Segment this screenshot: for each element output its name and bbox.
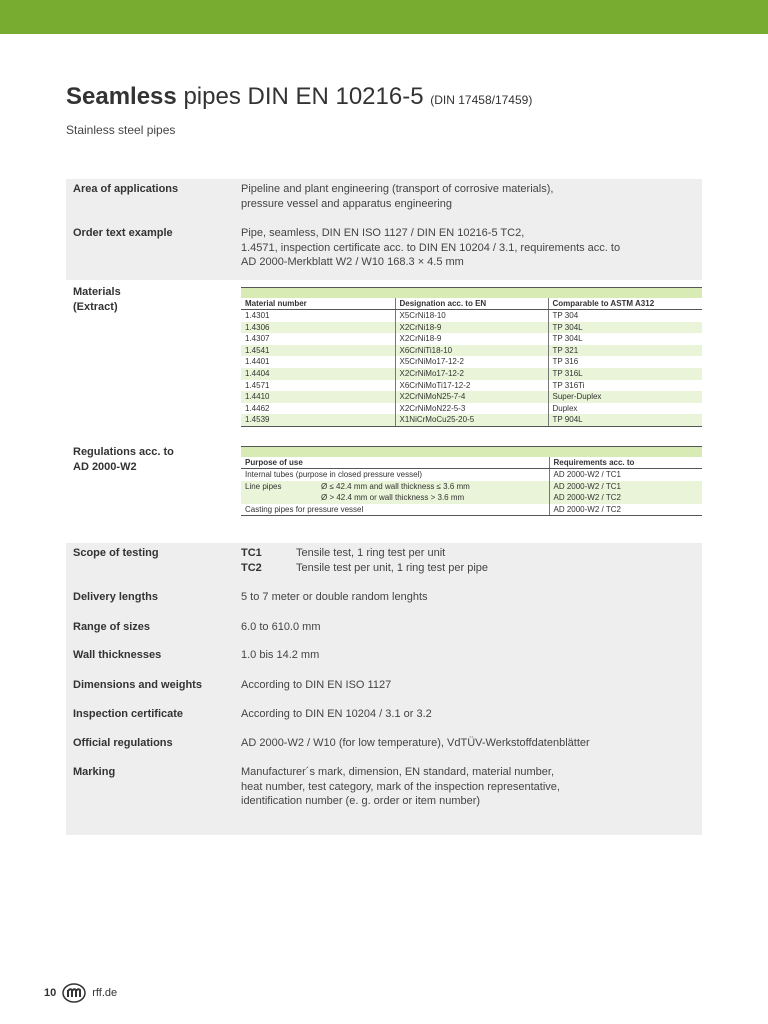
- text-line: Regulations acc. to: [73, 446, 174, 458]
- area-of-applications-value: [241, 182, 696, 211]
- table-cell: X1NiCrMoCu25-20-5: [395, 414, 548, 426]
- table-cell: Super-Duplex: [548, 391, 702, 403]
- materials-label: [73, 285, 233, 314]
- table-cell: Duplex: [548, 403, 702, 415]
- table-cell: 1.4571: [245, 380, 270, 390]
- materials-table: [241, 287, 702, 427]
- text-line: Pipeline and plant engineering (transport of corrosive materials),: [241, 183, 554, 195]
- table-row: [241, 368, 702, 380]
- column-header: Purpose of use: [241, 457, 549, 469]
- table-row: [241, 391, 702, 403]
- text-line: pressure vessel and apparatus engineering: [241, 197, 452, 210]
- table-cell: X5CrNiMo17-12-2: [395, 356, 548, 368]
- delivery-lengths-label: Delivery lengths: [73, 591, 158, 603]
- table-cell: AD 2000-W2 / TC1: [549, 469, 702, 481]
- table-cell: TP 304L: [548, 322, 702, 334]
- table-cell: X2CrNiMo17-12-2: [395, 368, 548, 380]
- order-text-example-label: Order text example: [73, 227, 173, 239]
- table-cell: TP 316L: [548, 368, 702, 380]
- table-row: [241, 345, 702, 357]
- table-cell: X2CrNi18-9: [395, 333, 548, 345]
- table-cell: Line pipes: [241, 481, 317, 493]
- table-cell: 1.4401: [245, 357, 270, 367]
- dimensions-and-weights-label: Dimensions and weights: [73, 679, 202, 691]
- table-cell: TP 304: [548, 310, 702, 322]
- range-of-sizes-value: 6.0 to 610.0 mm: [241, 621, 321, 633]
- text-line: AD 2000-Merkblatt W2 / W10 168.3 × 4.5 mm: [241, 256, 464, 268]
- text-line: Manufacturer´s mark, dimension, EN standard, material number,: [241, 766, 555, 778]
- intro-panel: [66, 179, 702, 280]
- title-bold: Seamless: [66, 83, 177, 110]
- scope-of-testing-label: Scope of testing: [73, 547, 159, 559]
- table-cell: TP 316: [548, 356, 702, 368]
- table-row: [241, 322, 702, 334]
- table-cell: TP 904L: [548, 414, 702, 426]
- table-row: [241, 310, 702, 322]
- test-category-code: TC2: [241, 561, 262, 574]
- title-din-reference: (DIN 17458/17459): [430, 93, 533, 107]
- table-row: [241, 356, 702, 368]
- text-line: (Extract): [73, 300, 118, 313]
- table-cell: 1.4410: [241, 391, 395, 403]
- official-regulations-value: AD 2000-W2 / W10 (for low temperature), VdTÜV-Werkstoffdatenblätter: [241, 737, 590, 749]
- table-row: [241, 504, 702, 516]
- order-text-example-value: [241, 226, 696, 270]
- page-number: 10: [44, 987, 57, 999]
- table-cell: AD 2000-W2 / TC2: [549, 492, 702, 504]
- text-line: Pipe, seamless, DIN EN ISO 1127 / DIN EN 10216-5 TC2,: [241, 227, 525, 239]
- table-cell: X2CrNi18-9: [395, 322, 548, 334]
- table-cell: 1.4306: [241, 322, 395, 334]
- scope-of-testing-value: [241, 546, 696, 575]
- marking-value: [241, 765, 696, 809]
- official-regulations-label: Official regulations: [73, 737, 173, 749]
- inspection-certificate-label: Inspection certificate: [73, 708, 184, 720]
- table-row: [241, 333, 702, 345]
- test-category-code: TC1: [241, 547, 262, 559]
- table-cell: TP 304L: [548, 333, 702, 345]
- table-cell: 1.4307: [245, 334, 270, 344]
- table-cell: 1.4301: [245, 311, 270, 321]
- table-row: [241, 469, 702, 481]
- column-header: Designation acc. to EN: [395, 298, 548, 310]
- area-of-applications-label: Area of applications: [73, 183, 179, 195]
- table-row: [241, 481, 702, 493]
- table-cell: TP 316Ti: [548, 380, 702, 392]
- table-cell: Ø ≤ 42.4 mm and wall thickness ≤ 3.6 mm: [317, 481, 549, 493]
- table-row: [241, 492, 702, 504]
- website-link[interactable]: rff.de: [92, 987, 118, 999]
- title-main: pipes DIN EN 10216-5: [183, 83, 424, 110]
- table-cell: X2CrNiMoN22-5-3: [395, 403, 548, 415]
- page-footer: [44, 983, 117, 1003]
- table-header-row: [241, 298, 702, 310]
- dimensions-and-weights-value: According to DIN EN ISO 1127: [241, 679, 392, 691]
- table-cell: 1.4539: [241, 414, 395, 426]
- inspection-certificate-value: According to DIN EN 10204 / 3.1 or 3.2: [241, 708, 432, 720]
- top-accent-bar: [0, 0, 768, 34]
- regulations-table: [241, 446, 702, 516]
- table-row: [241, 403, 702, 415]
- table-cell: X2CrNiMoN25-7-4: [395, 391, 548, 403]
- text-line: 1.4571, inspection certificate acc. to DIN EN 10204 / 3.1, requirements acc. to: [241, 241, 621, 254]
- range-of-sizes-label: Range of sizes: [73, 621, 151, 633]
- test-category-text: Tensile test, 1 ring test per unit: [296, 547, 446, 559]
- table-cell: X6CrNiTi18-10: [395, 345, 548, 357]
- marking-label: Marking: [73, 766, 116, 778]
- table-cell: TP 321: [548, 345, 702, 357]
- column-header: Requirements acc. to: [549, 457, 702, 469]
- delivery-lengths-value: 5 to 7 meter or double random lenghts: [241, 591, 428, 603]
- wall-thicknesses-label: Wall thicknesses: [73, 649, 162, 661]
- text-line: AD 2000-W2: [73, 460, 137, 473]
- page-title: [66, 83, 532, 111]
- table-cell: Internal tubes (purpose in closed pressure vessel): [245, 470, 422, 480]
- table-header-row: [241, 457, 702, 469]
- column-header: Material number: [241, 298, 395, 310]
- table-cell: 1.4462: [245, 403, 270, 413]
- details-panel: [66, 543, 702, 835]
- column-header: Comparable to ASTM A312: [548, 298, 702, 310]
- wall-thicknesses-value: 1.0 bis 14.2 mm: [241, 649, 320, 661]
- table-cell: 1.4404: [241, 368, 395, 380]
- table-row: [241, 380, 702, 392]
- text-line: identification number (e. g. order or item number): [241, 795, 481, 807]
- table-cell: 1.4541: [241, 345, 395, 357]
- table-row: [241, 414, 702, 426]
- table-cell: X6CrNiMoTi17-12-2: [395, 380, 548, 392]
- table-cell: AD 2000-W2 / TC1: [549, 481, 702, 493]
- rff-logo-icon: [62, 983, 86, 1003]
- test-category-text: Tensile test per unit, 1 ring test per pipe: [296, 561, 488, 574]
- table-cell: Ø > 42.4 mm or wall thickness > 3.6 mm: [317, 492, 549, 504]
- table-cell: Casting pipes for pressure vessel: [241, 504, 549, 516]
- text-line: Materials: [73, 286, 121, 298]
- page-subtitle: Stainless steel pipes: [66, 123, 176, 137]
- table-cell: AD 2000-W2 / TC2: [549, 504, 702, 516]
- table-cell: X5CrNi18-10: [395, 310, 548, 322]
- regulations-label: [73, 445, 233, 474]
- text-line: heat number, test category, mark of the inspection representative,: [241, 780, 560, 793]
